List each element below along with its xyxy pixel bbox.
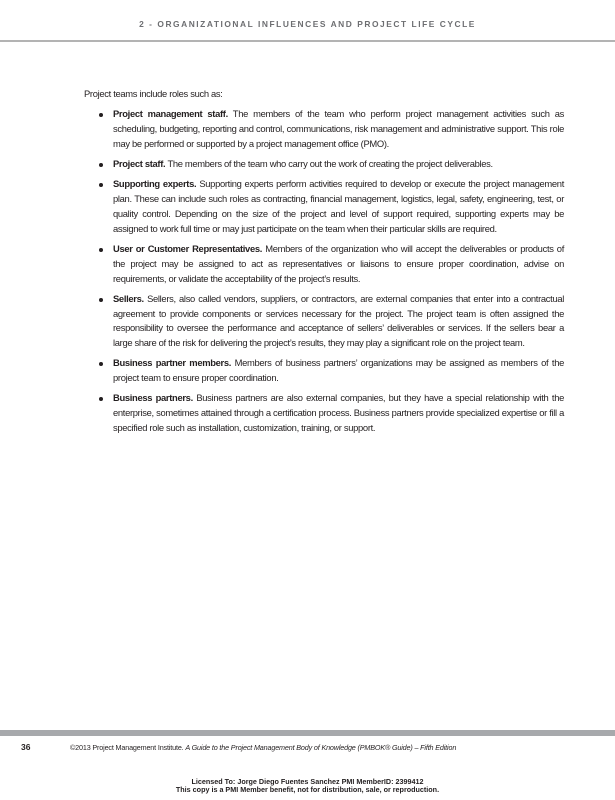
intro-paragraph: Project teams include roles such as: <box>84 88 223 99</box>
license-line-1: Licensed To: Jorge Diego Fuentes Sanchez PMI MemberID: 2399412 <box>191 777 424 786</box>
role-term: Business partner members. <box>113 357 232 369</box>
copyright-prefix: ©2013 Project Management Institute. <box>70 743 186 752</box>
license-notice <box>0 778 615 795</box>
role-term: Project staff. <box>113 157 166 169</box>
copyright-notice <box>70 743 456 752</box>
list-item-project-management-staff <box>84 107 564 152</box>
footer-divider <box>0 730 615 736</box>
role-description: Members of business partners’ organizations may be assigned as members of the project team to ensure proper coordination. <box>113 357 564 384</box>
page-number: 36 <box>21 742 31 752</box>
bullet-icon <box>99 183 103 187</box>
license-line-2: This copy is a PMI Member benefit, not for distribution, sale, or reproduction. <box>175 785 440 795</box>
list-item-project-staff <box>84 157 564 172</box>
roles-list <box>84 107 564 436</box>
list-item-sellers <box>84 292 564 352</box>
book-title: A Guide to the Project Management Body of Knowledge (PMBOK® Guide) – Fifth Edition <box>185 743 457 752</box>
role-term: Supporting experts. <box>113 177 197 189</box>
list-item-business-partner-members <box>84 356 564 386</box>
chapter-title: 2 - ORGANIZATIONAL INFLUENCES AND PROJECT LIFE CYCLE <box>139 19 476 29</box>
list-item-user-representatives <box>84 242 564 287</box>
bullet-icon <box>99 298 103 302</box>
role-term: Business partners. <box>113 392 193 404</box>
list-item-business-partners <box>84 391 564 436</box>
bullet-icon <box>99 163 103 167</box>
bullet-icon <box>99 248 103 252</box>
bullet-icon <box>99 113 103 117</box>
role-description: Members of the organization who will accept the deliverables or products of the project may be assigned to act as representatives or liaisons to ensure proper coordination, advise on requirements, or validate the acceptability of the project’s results. <box>113 242 564 284</box>
role-term: User or Customer Representatives. <box>113 242 263 254</box>
role-term: Project management staff. <box>113 107 228 119</box>
page-body <box>84 87 564 441</box>
bullet-icon <box>99 397 103 401</box>
role-description: Sellers, also called vendors, suppliers, or contractors, are external companies that enter into a contractual agreement to provide components or services necessary for the project. The project team is often assigned the responsibility to oversee the performance and acceptance of sellers’ deliverables or services. If the sellers bear a large share of the risk for delivering the project’s results, they may play a significant role on the project team. <box>113 292 564 349</box>
role-description: Supporting experts perform activities required to develop or execute the project management plan. These can include such roles as contracting, financial management, logistics, legal, safety, engineering, test, or quality control. Depending on the size of the project and level of support required, supporting experts may be assigned to work full time or may just participate on the team when their particular skills are required. <box>113 177 564 234</box>
role-description: Business partners are also external companies, but they have a special relationship with the enterprise, sometimes attained through a certification process. Business partners provide specialized expertise or fill a specified role such as installation, customization, training, or support. <box>113 392 564 434</box>
running-header <box>0 0 615 42</box>
bullet-icon <box>99 362 103 366</box>
role-description: The members of the team who perform project management activities such as scheduling, budgeting, reporting and control, communications, risk management and administrative support. This role may be performed or supported by a project management office (PMO). <box>113 107 564 149</box>
list-item-supporting-experts <box>84 177 564 237</box>
role-description: The members of the team who carry out the work of creating the project deliverables. <box>167 157 493 169</box>
role-term: Sellers. <box>113 292 144 304</box>
